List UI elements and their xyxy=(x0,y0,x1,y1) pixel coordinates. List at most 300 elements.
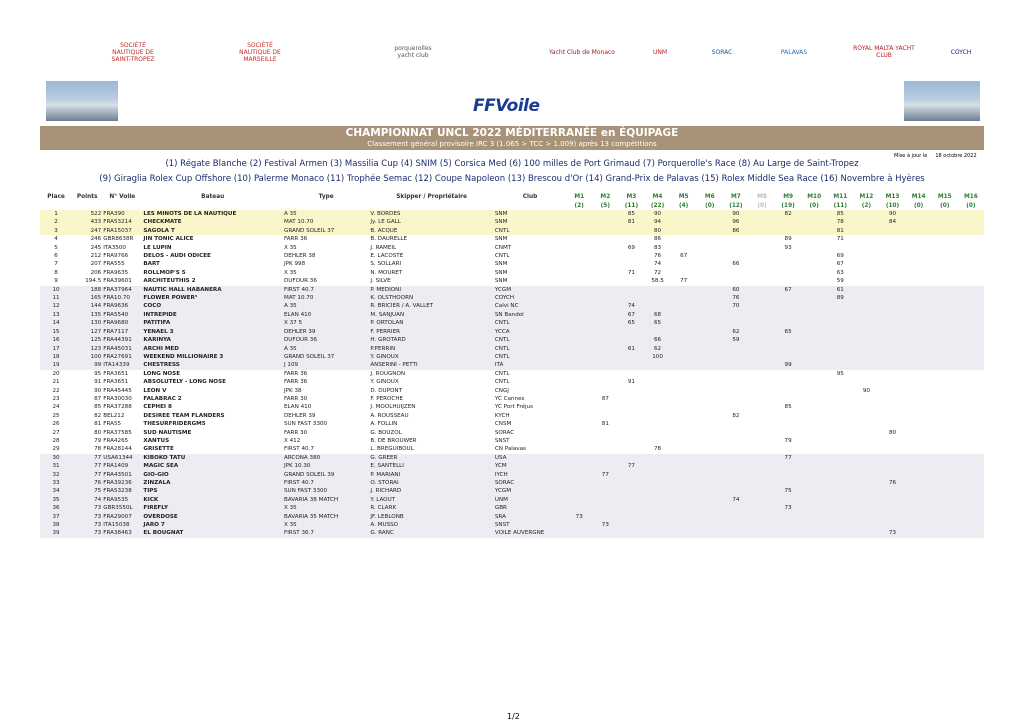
cell-m4 xyxy=(645,378,671,386)
cell-m6 xyxy=(697,471,723,479)
cell-m10 xyxy=(801,504,827,512)
cell-m11 xyxy=(827,345,853,353)
cell-type: FIRST 36.7 xyxy=(283,529,369,537)
col-m2-count: (5) xyxy=(600,203,610,209)
cell-m15 xyxy=(932,462,958,470)
cell-m10 xyxy=(801,260,827,268)
cell-m1 xyxy=(566,302,592,310)
cell-m12 xyxy=(853,286,879,294)
cell-club: YC Port Fréjus xyxy=(494,404,533,411)
cell-skipper: B. ACQUE xyxy=(369,227,494,235)
cell-m14 xyxy=(906,235,932,243)
cell-skipper: Y. GINOUX xyxy=(369,353,494,361)
cell-m5 xyxy=(671,387,697,395)
cell-m12 xyxy=(853,277,879,285)
cell-type: DEHLER 39 xyxy=(283,328,369,336)
cell-place: 15 xyxy=(40,328,72,336)
cell-m11 xyxy=(827,378,853,386)
cell-m14 xyxy=(906,328,932,336)
cell-m12 xyxy=(853,395,879,403)
cell-m16 xyxy=(958,529,984,537)
cell-m1 xyxy=(566,479,592,487)
cell-m9: 73 xyxy=(775,504,801,512)
cell-place: 28 xyxy=(52,437,60,444)
cell-m12 xyxy=(853,269,879,277)
cell-place: 36 xyxy=(40,504,72,512)
logo-snm: SOCIÉTÉ NAUTIQUE DE MARSEILLE xyxy=(239,41,281,63)
sailing-photo-left xyxy=(46,81,118,121)
cell-m2 xyxy=(592,244,618,252)
cell-type: FIRST 40.7 xyxy=(283,286,369,294)
cell-points: 73 xyxy=(72,504,102,512)
cell-m10 xyxy=(801,345,827,353)
cell-m5 xyxy=(671,370,697,378)
cell-m11 xyxy=(827,302,853,310)
cell-m15 xyxy=(932,269,958,277)
table-row xyxy=(40,353,984,361)
table-row xyxy=(40,513,984,521)
cell-m10 xyxy=(801,252,827,260)
cell-m15 xyxy=(932,218,958,226)
table-row xyxy=(40,487,984,495)
cell-sail: FRA55 xyxy=(103,421,122,428)
cell-skipper: B. DAURELLE xyxy=(370,236,408,243)
cell-m2 xyxy=(592,328,618,336)
ffvoile-logo xyxy=(473,96,540,116)
cell-m2 xyxy=(592,345,618,353)
cell-m7: 90 xyxy=(723,210,749,218)
cell-m5 xyxy=(671,361,697,369)
cell-m7 xyxy=(723,471,749,479)
cell-m9 xyxy=(775,395,801,403)
cell-m1 xyxy=(566,353,592,361)
cell-m4: 94 xyxy=(645,218,671,226)
cell-m15 xyxy=(932,328,958,336)
cell-m9: 79 xyxy=(784,437,792,444)
cell-m2 xyxy=(592,513,618,521)
table-row xyxy=(40,361,984,369)
cell-points: 125 xyxy=(72,336,102,344)
cell-m8 xyxy=(749,252,775,260)
cell-place: 5 xyxy=(54,244,58,251)
cell-m7: 70 xyxy=(723,302,749,310)
cell-m11 xyxy=(827,387,853,395)
cell-m1 xyxy=(566,328,592,336)
cell-skipper: A. ROUSSEAU xyxy=(370,412,409,419)
cell-skipper: S. SOLLARI xyxy=(370,261,402,268)
cell-m15 xyxy=(932,345,958,353)
cell-m9 xyxy=(775,471,801,479)
cell-m12 xyxy=(853,529,879,537)
table-row xyxy=(40,336,984,344)
cell-m12 xyxy=(853,429,879,437)
cell-sail: FRA45031 xyxy=(102,345,142,353)
cell-m7 xyxy=(723,454,749,462)
cell-place: 35 xyxy=(40,496,72,504)
cell-m1 xyxy=(566,252,592,260)
cell-club: UNM xyxy=(494,496,566,504)
cell-m3 xyxy=(618,277,644,285)
table-row xyxy=(40,235,984,243)
cell-m5 xyxy=(671,218,697,226)
cell-m8 xyxy=(749,445,775,453)
cell-boat: SUD NAUTISME xyxy=(143,429,192,436)
cell-m9 xyxy=(775,336,801,344)
table-row xyxy=(40,319,984,327)
cell-m14 xyxy=(906,412,932,420)
cell-m2 xyxy=(592,403,618,411)
cell-type: X 35 xyxy=(283,504,369,512)
col-m15-count: (0) xyxy=(940,203,950,209)
cell-m10 xyxy=(801,496,827,504)
cell-m13 xyxy=(879,227,905,235)
cell-m8 xyxy=(749,345,775,353)
col-place: Place xyxy=(47,194,65,200)
cell-m16 xyxy=(958,294,984,302)
cell-m12 xyxy=(853,336,879,344)
cell-m15 xyxy=(932,210,958,218)
cell-points: 522 xyxy=(72,210,102,218)
cell-m1 xyxy=(566,454,592,462)
cell-m1 xyxy=(566,496,592,504)
cell-m7 xyxy=(723,311,749,319)
cell-points: 77 xyxy=(72,471,102,479)
cell-m12: 90 xyxy=(862,387,870,394)
cell-m16 xyxy=(958,302,984,310)
cell-m5 xyxy=(671,529,697,537)
cell-place: 11 xyxy=(40,294,72,302)
cell-m6 xyxy=(697,370,723,378)
cell-m11: 61 xyxy=(827,286,853,294)
cell-m15 xyxy=(932,387,958,395)
cell-points: 127 xyxy=(72,328,102,336)
cell-boat: MAGIC SEA xyxy=(142,462,283,470)
cell-m5 xyxy=(671,244,697,252)
cell-club: YC Cannes xyxy=(494,395,525,402)
cell-boat: INTREPIDE xyxy=(142,311,283,319)
table-row xyxy=(40,387,984,395)
cell-m12 xyxy=(853,345,879,353)
cell-m13 xyxy=(879,277,905,285)
cell-club: CNTL xyxy=(494,319,566,327)
cell-sail: FRA9635 xyxy=(103,269,129,276)
cell-m13 xyxy=(879,370,905,378)
cell-skipper: O. STORAI xyxy=(369,479,494,487)
cell-place: 13 xyxy=(40,311,72,319)
cell-m1 xyxy=(566,210,592,218)
cell-m1 xyxy=(566,521,592,529)
cell-m10 xyxy=(801,420,827,428)
cell-m9 xyxy=(775,277,801,285)
cell-boat: FLOWER POWER³ xyxy=(142,294,283,302)
cell-m13 xyxy=(879,521,905,529)
cell-skipper: G. RANC xyxy=(369,529,494,537)
table-row xyxy=(40,420,984,428)
cell-m12 xyxy=(853,403,879,411)
cell-sail: FRA30030 xyxy=(103,395,132,402)
cell-place: 3 xyxy=(40,227,72,235)
cell-boat: CHECKMATE xyxy=(142,218,283,226)
cell-m15 xyxy=(932,496,958,504)
cell-points: 135 xyxy=(72,311,102,319)
cell-m9: 89 xyxy=(784,236,792,243)
cell-points: 74 xyxy=(72,496,102,504)
cell-m3 xyxy=(618,260,644,268)
cell-m12 xyxy=(853,445,879,453)
table-row xyxy=(40,429,984,437)
cell-m3 xyxy=(618,479,644,487)
cell-m12 xyxy=(853,361,879,369)
cell-m16 xyxy=(958,462,984,470)
cell-m3 xyxy=(618,235,644,243)
cell-m15 xyxy=(932,277,958,285)
cell-boat: NAUTIC HALL HABANERA xyxy=(142,286,283,294)
cell-sail: FRA390 xyxy=(102,210,142,218)
cell-m6 xyxy=(697,286,723,294)
cell-sail: FRA53238 xyxy=(102,487,142,495)
cell-m4: 78 xyxy=(653,446,662,453)
cell-club: SNM xyxy=(494,218,566,226)
cell-points: 77 xyxy=(72,454,102,462)
cell-m4: 72 xyxy=(653,269,662,276)
cell-m10 xyxy=(801,454,827,462)
cell-points: 207 xyxy=(90,261,102,268)
cell-type: DUFOUR 36 xyxy=(283,336,369,344)
cell-m13 xyxy=(879,235,905,243)
cell-m11 xyxy=(827,496,853,504)
cell-m4 xyxy=(645,504,671,512)
cell-m15 xyxy=(932,403,958,411)
cell-m3 xyxy=(618,437,644,445)
cell-m2 xyxy=(592,462,618,470)
cell-m14 xyxy=(906,319,932,327)
logo-yacht-club-3 xyxy=(170,28,218,76)
cell-m6 xyxy=(697,294,723,302)
cell-m7 xyxy=(723,252,749,260)
cell-m2 xyxy=(592,487,618,495)
cell-m8 xyxy=(749,529,775,537)
cell-m13 xyxy=(879,361,905,369)
cell-m2: 81 xyxy=(601,421,609,428)
cell-type: X 412 xyxy=(284,437,301,444)
table-row xyxy=(40,218,984,226)
cell-m4: 66 xyxy=(645,336,671,344)
cell-m12 xyxy=(853,244,879,252)
cell-boat: FIREFLY xyxy=(142,504,283,512)
cell-club: SORAC xyxy=(494,479,566,487)
cell-m4: 68 xyxy=(645,311,671,319)
cell-skipper: P.PERRIN xyxy=(369,345,494,353)
cell-m5 xyxy=(671,328,697,336)
cell-m13 xyxy=(879,378,905,386)
cell-m4: 100 xyxy=(645,353,671,361)
cell-m4 xyxy=(645,454,671,462)
cell-m4 xyxy=(645,302,671,310)
cell-club: CNTL xyxy=(494,370,510,377)
cell-m10 xyxy=(801,437,827,445)
cell-place: 21 xyxy=(52,379,60,386)
cell-points: 194.5 xyxy=(85,278,102,285)
cell-m3 xyxy=(618,420,644,428)
cell-club: CNTL xyxy=(494,253,510,260)
cell-sail: FRA28144 xyxy=(103,446,132,453)
cell-place: 37 xyxy=(40,513,72,521)
cell-place: 8 xyxy=(54,269,58,276)
cell-sail: FRA38463 xyxy=(102,529,142,537)
col-m3-count: (11) xyxy=(624,203,639,209)
cell-m3 xyxy=(618,429,644,437)
cell-type: FARR 36 xyxy=(284,379,308,386)
cell-place: 39 xyxy=(40,529,72,537)
cell-m13: 80 xyxy=(888,429,897,436)
cell-m16 xyxy=(958,328,984,336)
cell-m16 xyxy=(958,437,984,445)
cell-m16 xyxy=(958,387,984,395)
cell-m16 xyxy=(958,496,984,504)
cell-m2 xyxy=(592,210,618,218)
cell-m9 xyxy=(775,311,801,319)
cell-m6 xyxy=(697,496,723,504)
cell-skipper: F. PEROCHE xyxy=(370,395,404,402)
cell-skipper: R. CLARK xyxy=(369,504,494,512)
cell-place: 23 xyxy=(52,395,60,402)
cell-type: GRAND SOLEIL 37 xyxy=(283,353,369,361)
cell-m7: 66 xyxy=(732,261,740,268)
cell-sail: FRA3651 xyxy=(103,370,129,377)
cell-m12 xyxy=(853,496,879,504)
cell-club: SNST xyxy=(494,437,510,444)
cell-place: 32 xyxy=(40,471,72,479)
cell-m16 xyxy=(958,370,984,378)
cell-m7 xyxy=(723,269,749,277)
cell-sail: ITA14339 xyxy=(102,361,142,369)
cell-m16 xyxy=(958,521,984,529)
cell-m11 xyxy=(827,445,853,453)
logo-ycca xyxy=(302,28,376,76)
logo-unm: UNM xyxy=(652,48,668,56)
cell-m1 xyxy=(566,462,592,470)
cell-m11: 59 xyxy=(836,278,844,285)
cell-m3: 91 xyxy=(627,379,635,386)
cell-m15 xyxy=(932,412,958,420)
cell-sail: FRA9535 xyxy=(102,496,142,504)
cell-m3 xyxy=(618,227,644,235)
cell-m15 xyxy=(932,395,958,403)
cell-m2: 77 xyxy=(592,471,618,479)
cell-m9 xyxy=(775,412,801,420)
cell-m1 xyxy=(566,420,592,428)
cell-boat: ARCHITEUTHIS 2 xyxy=(143,278,196,285)
cell-m14 xyxy=(906,345,932,353)
cell-points: 99 xyxy=(72,361,102,369)
cell-m5 xyxy=(671,302,697,310)
table-row xyxy=(40,529,984,537)
cell-m13 xyxy=(879,454,905,462)
cell-points: 206 xyxy=(90,269,102,276)
cell-m6 xyxy=(697,235,723,243)
cell-type: X 35 xyxy=(284,244,297,251)
col-m13: M13 xyxy=(885,194,900,200)
cell-m15 xyxy=(932,479,958,487)
cell-m14 xyxy=(906,529,932,537)
cell-m15 xyxy=(932,294,958,302)
cell-place: 6 xyxy=(54,253,58,260)
cell-m5 xyxy=(671,471,697,479)
cell-m13 xyxy=(879,445,905,453)
cell-m14 xyxy=(906,437,932,445)
cell-club: IYCH xyxy=(494,471,566,479)
cell-m11 xyxy=(827,403,853,411)
cell-m13 xyxy=(879,387,905,395)
cell-m4: 83 xyxy=(653,244,662,251)
cell-m10 xyxy=(801,445,827,453)
cell-m13: 90 xyxy=(879,210,905,218)
cell-m3: 71 xyxy=(627,269,635,276)
cell-m14 xyxy=(906,252,932,260)
cell-m7: 74 xyxy=(723,496,749,504)
table-row xyxy=(40,395,984,403)
cell-skipper: Y. GINOUX xyxy=(370,379,399,386)
cell-m13 xyxy=(879,269,905,277)
cell-m1 xyxy=(566,260,592,268)
cell-m12 xyxy=(853,462,879,470)
cell-m8 xyxy=(749,277,775,285)
cell-m13 xyxy=(879,487,905,495)
cell-m15 xyxy=(932,513,958,521)
cell-m11: 63 xyxy=(836,269,844,276)
cell-m9 xyxy=(775,429,801,437)
cell-m7 xyxy=(723,513,749,521)
cell-m8 xyxy=(749,437,775,445)
cell-type: X 37 5 xyxy=(283,319,369,327)
cell-sail: FRA5540 xyxy=(102,311,142,319)
cell-skipper: P. MEDIONI xyxy=(369,286,494,294)
cell-m14 xyxy=(906,513,932,521)
cell-m1 xyxy=(566,319,592,327)
cell-m9: 93 xyxy=(784,244,792,251)
cell-points: 79 xyxy=(94,437,102,444)
cell-place: 34 xyxy=(40,487,72,495)
cell-m10 xyxy=(801,286,827,294)
cell-m16 xyxy=(958,345,984,353)
logo-coych: COYCH xyxy=(950,48,972,56)
cell-m9 xyxy=(775,462,801,470)
cell-m8 xyxy=(749,378,775,386)
cell-m16 xyxy=(958,454,984,462)
cell-m9 xyxy=(775,227,801,235)
cell-points: 246 xyxy=(90,236,102,243)
cell-skipper: Jy. LE GALL xyxy=(369,218,494,226)
cell-m12 xyxy=(853,487,879,495)
cell-m4 xyxy=(645,328,671,336)
cell-m1: 73 xyxy=(566,513,592,521)
cell-place: 27 xyxy=(52,429,60,436)
cell-m6 xyxy=(697,387,723,395)
cell-m3 xyxy=(618,252,644,260)
cell-m16 xyxy=(958,395,984,403)
cell-m5: 77 xyxy=(680,278,688,285)
cell-m1 xyxy=(566,429,592,437)
cell-boat: LONG NOSE xyxy=(143,370,181,377)
cell-m7 xyxy=(723,378,749,386)
cell-m5 xyxy=(671,345,697,353)
cell-m1 xyxy=(566,487,592,495)
cell-m8 xyxy=(749,370,775,378)
table-row xyxy=(40,294,984,302)
cell-club: YCCA xyxy=(494,328,566,336)
cell-m5 xyxy=(671,210,697,218)
cell-m4 xyxy=(645,395,671,403)
